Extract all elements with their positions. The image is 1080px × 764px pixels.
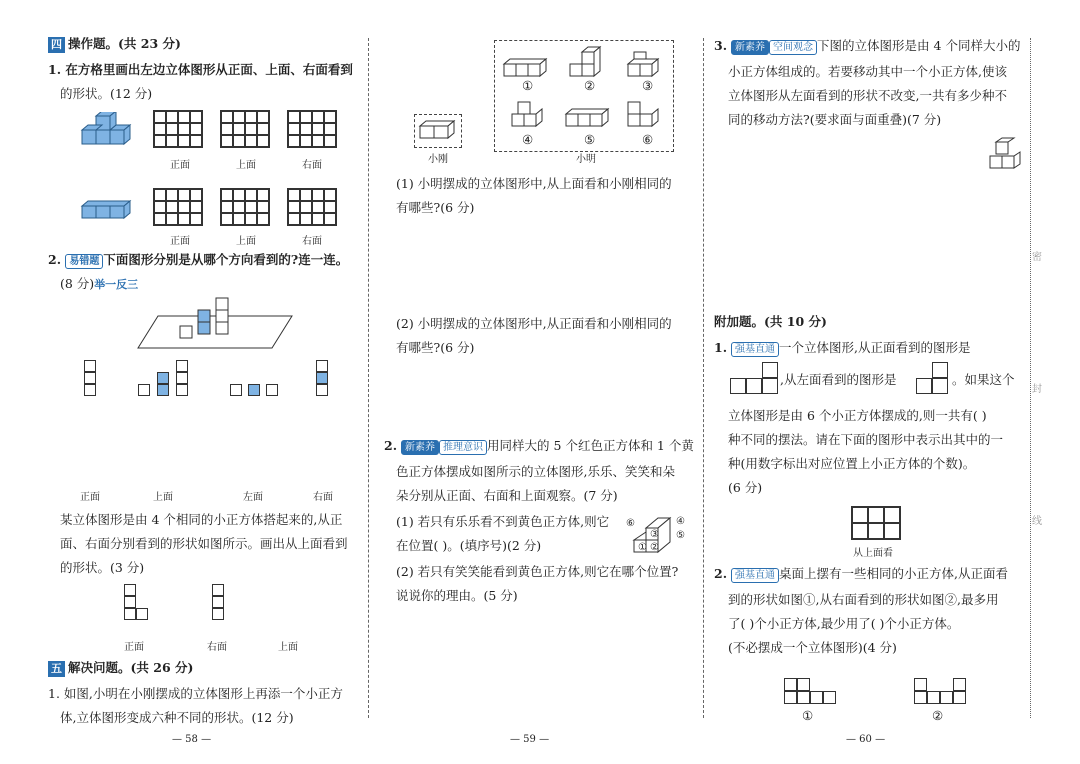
view-shape-cell bbox=[316, 384, 328, 396]
question-3-right-line-1: 3. 新素养 空间观念 下图的立体图形是由 4 个同样大小的 bbox=[714, 38, 1021, 53]
label-xiaoming: 小明 bbox=[576, 154, 596, 165]
view-shape-cell bbox=[157, 372, 169, 384]
bonus-heading: 附加题。(共 10 分) bbox=[714, 314, 827, 329]
view-shape-cell bbox=[84, 360, 96, 372]
answer-grid-top[interactable] bbox=[220, 110, 270, 148]
page-number-58: — 58 — bbox=[172, 734, 212, 745]
left-view-cell bbox=[932, 362, 948, 378]
view-shape-cell bbox=[230, 384, 242, 396]
question-2-sub-2-line-1: (2) 若只有笑笑能看到黄色正方体,则它在哪个位置? bbox=[396, 564, 679, 579]
tag-reasoning: 推理意识 bbox=[439, 440, 487, 455]
question-3-right-line-4: 同的移动方法?(要求面与面重叠)(7 分) bbox=[728, 112, 942, 127]
figure-1-cell bbox=[784, 678, 797, 691]
question-3-line-1: 某立体图形是由 4 个相同的小正方体搭起来的,从正 bbox=[60, 512, 343, 527]
section-4-heading: 四 操作题。(共 23 分) bbox=[48, 36, 181, 53]
view-shape-cell bbox=[157, 384, 169, 396]
label-front-3: 正面 bbox=[80, 492, 100, 503]
solid-label-1: ① bbox=[522, 78, 534, 93]
four-cube-solid bbox=[986, 136, 1026, 172]
left-view-cell bbox=[916, 378, 932, 394]
view-shape-cell bbox=[212, 596, 224, 608]
sub-question-1-line-2: 有哪些?(6 分) bbox=[396, 200, 475, 215]
question-2-line-1: 2. 易错题 下面图形分别是从哪个方向看到的?连一连。 bbox=[48, 252, 349, 267]
binding-mark-2: 封 bbox=[1032, 384, 1042, 395]
label-top-view: 从上面看 bbox=[853, 548, 893, 559]
bonus-1-line-1: 1. 强基直通 一个立体图形,从正面看到的图形是 bbox=[714, 340, 971, 355]
question-2-line-2: (8 分)举一反三 bbox=[60, 276, 139, 291]
label-xiaogang: 小刚 bbox=[428, 154, 448, 165]
label-front-2: 正面 bbox=[170, 236, 190, 247]
section-5-heading: 五 解决问题。(共 26 分) bbox=[48, 660, 193, 677]
solid-figure-2 bbox=[80, 196, 140, 224]
solid-label-6: ⑥ bbox=[642, 132, 654, 147]
question-2-sub-1-line-1: (1) 若只有乐乐看不到黄色正方体,则它 bbox=[396, 514, 610, 529]
answer-grid-front[interactable] bbox=[153, 110, 203, 148]
label-left-3: 左面 bbox=[243, 492, 263, 503]
top-view-answer-grid[interactable] bbox=[851, 506, 901, 540]
label-top-2: 上面 bbox=[236, 236, 256, 247]
pos-1: ① bbox=[638, 542, 647, 553]
figure-2-cell bbox=[953, 691, 966, 704]
bonus-2-line-1: 2. 强基直通 桌面上摆有一些相同的小正方体,从正面看 bbox=[714, 566, 1009, 581]
pos-2: ② bbox=[650, 542, 659, 553]
binding-mark-1: 密 bbox=[1032, 252, 1042, 263]
tag-new-literacy: 新素养 bbox=[731, 40, 769, 55]
question-2-sub-1-line-2: 在位置( )。(填序号)(2 分) bbox=[396, 538, 542, 553]
solid-label-3: ③ bbox=[642, 78, 654, 93]
bonus-1-line-3: 立体图形是由 6 个小正方体摆成的,则一共有( ) bbox=[728, 408, 987, 423]
solid-label-5: ⑤ bbox=[584, 132, 596, 147]
label-right-4: 右面 bbox=[207, 642, 227, 653]
label-top: 上面 bbox=[236, 160, 256, 171]
view-shape-cell bbox=[136, 608, 148, 620]
label-front: 正面 bbox=[170, 160, 190, 171]
bonus-1-line-6: (6 分) bbox=[728, 480, 763, 495]
xiaoming-solids bbox=[498, 42, 670, 146]
figure-2-cell bbox=[940, 691, 953, 704]
column-divider bbox=[703, 38, 704, 718]
pos-6: ⑥ bbox=[626, 518, 635, 529]
bonus-2-line-4: (不必摆成一个立体图形)(4 分) bbox=[728, 640, 897, 655]
figure-2-cell bbox=[914, 678, 927, 691]
figure-1-cell bbox=[797, 691, 810, 704]
figure-1-label: ① bbox=[802, 708, 814, 723]
label-top-3: 上面 bbox=[153, 492, 173, 503]
view-shape-cell bbox=[176, 384, 188, 396]
figure-2-cell bbox=[927, 691, 940, 704]
answer-grid-right[interactable] bbox=[287, 110, 337, 148]
tag-spatial: 空间观念 bbox=[769, 40, 817, 55]
label-right: 右面 bbox=[302, 160, 322, 171]
view-shape-cell bbox=[124, 584, 136, 596]
answer-grid-right-2[interactable] bbox=[287, 188, 337, 226]
question-3-right-line-3: 立体图形从左面看到的形状不改变,一共有多少种不 bbox=[728, 88, 1007, 103]
tag-error-prone: 易错题 bbox=[65, 254, 103, 269]
label-front-4: 正面 bbox=[124, 642, 144, 653]
view-shape-cell bbox=[124, 596, 136, 608]
view-shape-cell bbox=[176, 360, 188, 372]
problem-1-line-2: 体,立体图形变成六种不同的形状。(12 分) bbox=[60, 710, 294, 725]
label-right-2: 右面 bbox=[302, 236, 322, 247]
figure-1-cell bbox=[797, 678, 810, 691]
view-shape-cell bbox=[176, 372, 188, 384]
solid-on-table bbox=[136, 296, 296, 352]
binding-line bbox=[1030, 38, 1031, 718]
xiaogang-solid bbox=[418, 118, 458, 142]
bonus-1-line-2b: 。如果这个 bbox=[952, 372, 1015, 387]
page-number-59: — 59 — bbox=[510, 734, 550, 745]
bonus-1-line-4: 种不同的摆法。请在下面的图形中表示出其中的一 bbox=[728, 432, 1004, 447]
question-1-line-1: 1. 在方格里画出左边立体图形从正面、上面、右面看到 bbox=[48, 62, 353, 77]
view-shape-cell bbox=[316, 360, 328, 372]
view-shape-cell bbox=[124, 608, 136, 620]
figure-1-cell bbox=[810, 691, 823, 704]
page-number-60: — 60 — bbox=[846, 734, 886, 745]
front-view-cell bbox=[746, 378, 762, 394]
question-2-mid-line-2: 色正方体摆成如图所示的立体图形,乐乐、笑笑和朵 bbox=[396, 464, 675, 479]
view-shape-cell bbox=[316, 372, 328, 384]
figure-1-cell bbox=[823, 691, 836, 704]
sub-question-2-line-1: (2) 小明摆成的立体图形中,从正面看和小刚相同的 bbox=[396, 316, 672, 331]
view-shape-cell bbox=[212, 584, 224, 596]
bonus-2-line-2: 到的形状如图①,从右面看到的形状如图②,最多用 bbox=[728, 592, 999, 607]
tag-foundation: 强基直通 bbox=[731, 342, 779, 357]
label-right-3: 右面 bbox=[313, 492, 333, 503]
view-shape-cell bbox=[248, 384, 260, 396]
answer-grid-top-2[interactable] bbox=[220, 188, 270, 226]
view-shape-cell bbox=[266, 384, 278, 396]
front-view-cell bbox=[762, 362, 778, 378]
sub-question-2-line-2: 有哪些?(6 分) bbox=[396, 340, 475, 355]
tag-new-literacy: 新素养 bbox=[401, 440, 439, 455]
binding-mark-3: 线 bbox=[1032, 516, 1042, 527]
question-2-mid-line-1: 2. 新素养 推理意识 用同样大的 5 个红色正方体和 1 个黄 bbox=[384, 438, 694, 453]
front-view-cell bbox=[762, 378, 778, 394]
bonus-1-line-5: 种(用数字标出对应位置上小正方体的个数)。 bbox=[728, 456, 976, 471]
question-3-line-2: 面、右面分别看到的形状如图所示。画出从上面看到 bbox=[60, 536, 348, 551]
bonus-2-line-3: 了( )个小正方体,最少用了( )个小正方体。 bbox=[728, 616, 960, 631]
pos-3: ③ bbox=[650, 529, 659, 540]
view-shape-cell bbox=[84, 384, 96, 396]
sub-question-1-line-1: (1) 小明摆成的立体图形中,从上面看和小刚相同的 bbox=[396, 176, 672, 191]
column-divider bbox=[368, 38, 369, 718]
answer-grid-front-2[interactable] bbox=[153, 188, 203, 226]
figure-1-cell bbox=[784, 691, 797, 704]
front-view-cell bbox=[730, 378, 746, 394]
question-1-line-2: 的形状。(12 分) bbox=[60, 86, 153, 101]
tag-foundation-2: 强基直通 bbox=[731, 568, 779, 583]
pos-4: ④ bbox=[676, 516, 685, 527]
question-3-line-3: 的形状。(3 分) bbox=[60, 560, 145, 575]
solid-figure-1 bbox=[80, 112, 140, 148]
extra-practice-link[interactable]: 举一反三 bbox=[94, 278, 139, 291]
view-shape-cell bbox=[84, 372, 96, 384]
question-2-mid-line-3: 朵分别从正面、右面和上面观察。(7 分) bbox=[396, 488, 618, 503]
problem-1-line-1: 1. 如图,小明在小刚摆成的立体图形上再添一个小正方 bbox=[48, 686, 343, 701]
figure-2-cell bbox=[914, 691, 927, 704]
figure-2-label: ② bbox=[932, 708, 944, 723]
question-3-right-line-2: 小正方体组成的。若要移动其中一个小正方体,使该 bbox=[728, 64, 1007, 79]
view-shape-cell bbox=[138, 384, 150, 396]
pos-5: ⑤ bbox=[676, 530, 685, 541]
solid-label-2: ② bbox=[584, 78, 596, 93]
question-2-sub-2-line-2: 说说你的理由。(5 分) bbox=[396, 588, 518, 603]
label-top-4: 上面 bbox=[278, 642, 298, 653]
bonus-1-line-2a: ,从左面看到的图形是 bbox=[780, 372, 897, 387]
left-view-cell bbox=[932, 378, 948, 394]
view-shape-cell bbox=[212, 608, 224, 620]
figure-2-cell bbox=[953, 678, 966, 691]
solid-label-4: ④ bbox=[522, 132, 534, 147]
